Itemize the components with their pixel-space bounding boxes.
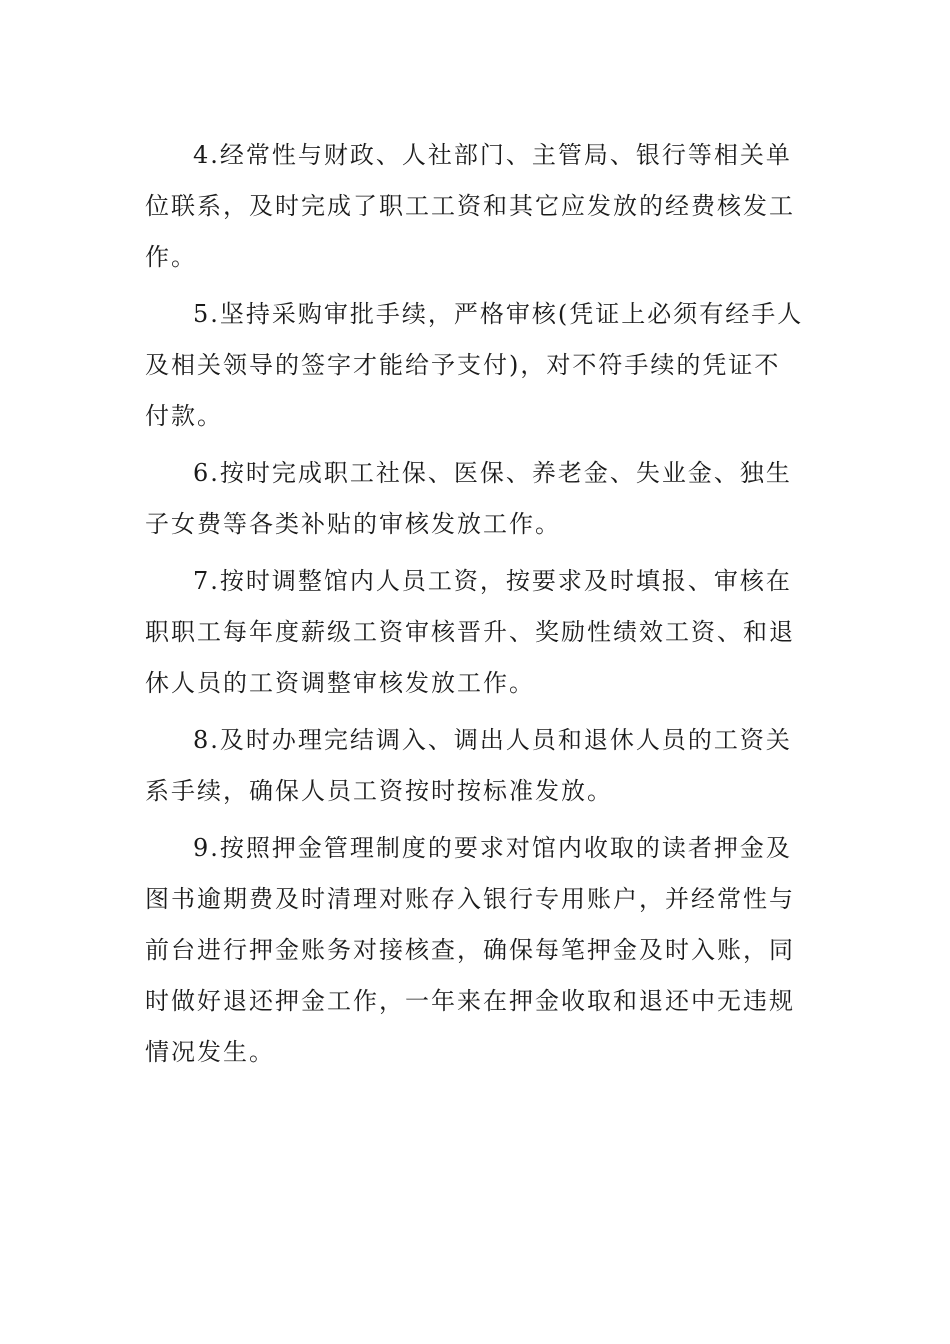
paragraph-item-7: 7.按时调整馆内人员工资，按要求及时填报、审核在职职工每年度薪级工资审核晋升、奖励性绩效工资、和退休人员的工资调整审核发放工作。 bbox=[145, 567, 795, 697]
document-body bbox=[145, 130, 805, 1084]
paragraph-item-4: 4.经常性与财政、人社部门、主管局、银行等相关单位联系，及时完成了职工工资和其它应发放的经费核发工作。 bbox=[145, 141, 795, 271]
paragraph-item-5: 5.坚持采购审批手续，严格审核(凭证上必须有经手人及相关领导的签字才能给予支付)，对不符手续的凭证不付款。 bbox=[145, 300, 804, 430]
paragraph-item-9: 9.按照押金管理制度的要求对馆内收取的读者押金及图书逾期费及时清理对账存入银行专用账户，并经常性与前台进行押金账务对接核查，确保每笔押金及时入账，同时做好退还押金工作，一年来在押金收取和退还中无违规情况发生。 bbox=[145, 834, 795, 1066]
paragraph-item-6: 6.按时完成职工社保、医保、养老金、失业金、独生子女费等各类补贴的审核发放工作。 bbox=[145, 459, 792, 538]
paragraph-item-8: 8.及时办理完结调入、调出人员和退休人员的工资关系手续，确保人员工资按时按标准发放。 bbox=[145, 726, 792, 805]
